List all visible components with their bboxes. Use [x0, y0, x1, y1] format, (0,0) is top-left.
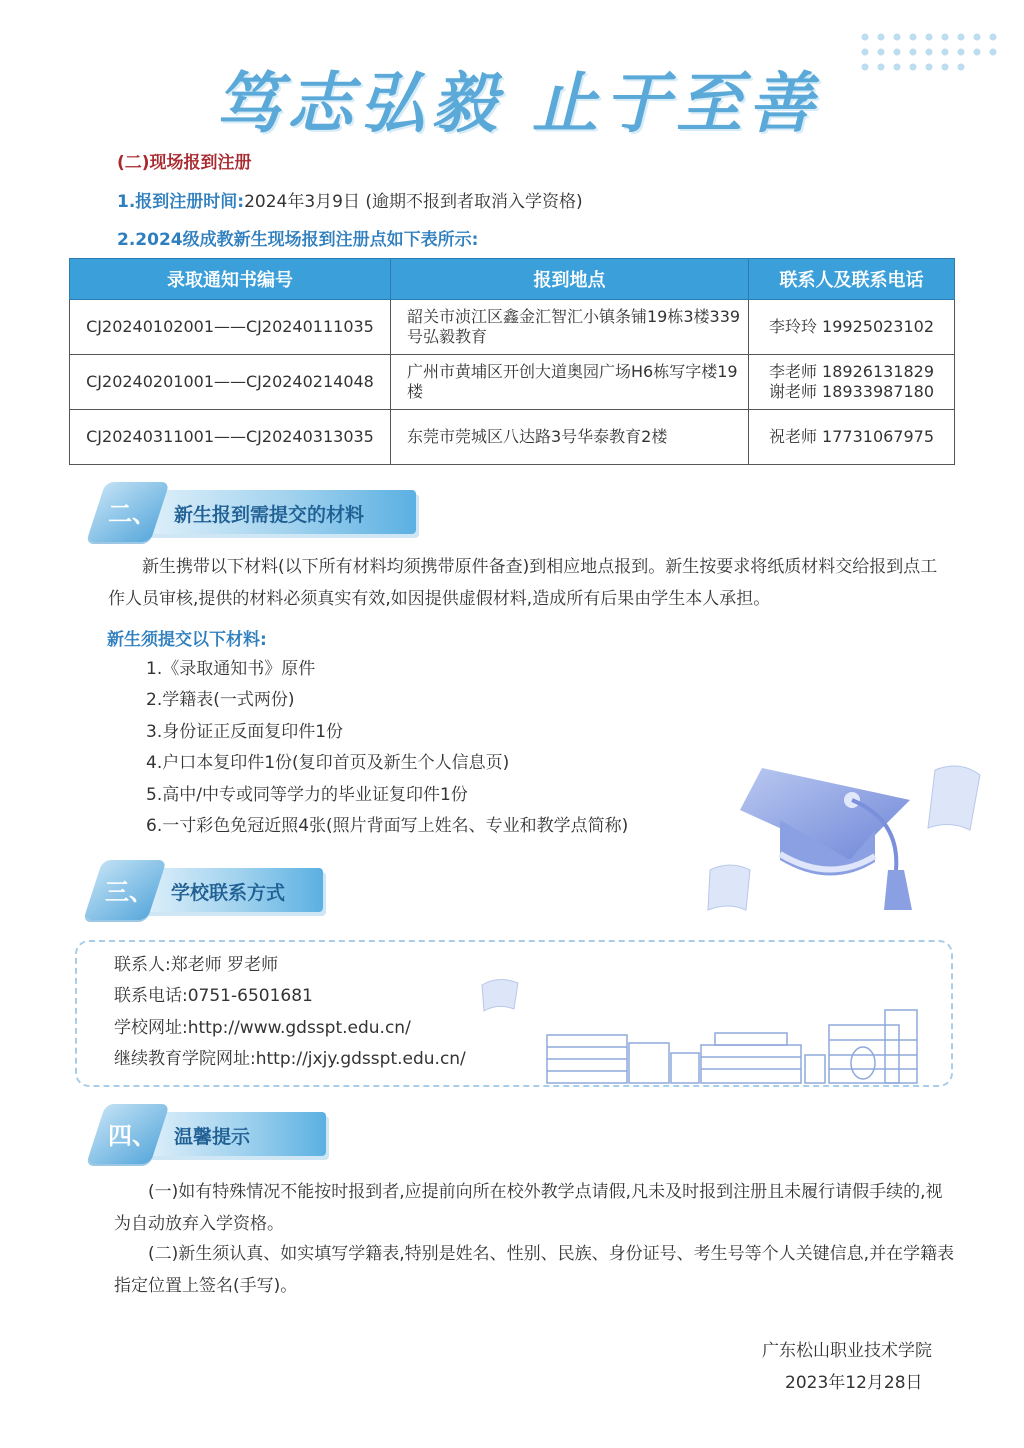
cell-contact: [749, 410, 955, 465]
onsite-registration-heading: (二)现场报到注册: [117, 153, 252, 173]
signature-organization: 广东松山职业技术学院: [762, 1341, 932, 1361]
cell-code: CJ20240311001——CJ20240313035: [70, 410, 391, 465]
scroll-icon: [478, 975, 526, 1017]
registration-time-value: 2024年3月9日 (逾期不报到者取消入学资格): [244, 192, 583, 212]
cell-contact: [749, 300, 955, 355]
cell-place: 韶关市浈江区鑫金汇智汇小镇条铺19栋3楼339号弘毅教育: [391, 300, 749, 355]
section-number: 二、: [108, 500, 156, 528]
registration-time-label: 1.报到注册时间:: [117, 192, 245, 212]
school-website-link[interactable]: 学校网址:http://www.gdsspt.edu.cn/: [114, 1017, 411, 1038]
table-row: [70, 410, 955, 465]
section-banner-tips: [96, 1104, 326, 1152]
graduation-cap-icon: [700, 750, 1010, 925]
list-item: 1.《录取通知书》原件: [146, 659, 316, 679]
contact-list: [114, 950, 466, 1076]
registration-time: [117, 187, 583, 212]
section-number: 四、: [108, 1122, 156, 1150]
cell-code: CJ20240102001——CJ20240111035: [70, 300, 391, 355]
contact-line: 李老师 18926131829: [768, 362, 935, 381]
cell-place: 广州市黄埔区开创大道奥园广场H6栋写字楼19楼: [391, 355, 749, 410]
list-item: 5.高中/中专或同等学力的毕业证复印件1份: [146, 784, 468, 805]
contact-person: 联系人:郑老师 罗老师: [114, 955, 279, 975]
registration-points-heading: 2.2024级成教新生现场报到注册点如下表所示:: [117, 230, 479, 250]
cell-place: 东莞市莞城区八达路3号华泰教育2楼: [391, 410, 749, 465]
cell-contact: [749, 355, 955, 410]
section-number: 三、: [105, 878, 153, 906]
section-title: 学校联系方式: [171, 882, 286, 904]
column-header-code: 录取通知书编号: [70, 259, 391, 300]
table-row: [70, 355, 955, 410]
section-banner-materials: [96, 482, 416, 530]
section-title: 温馨提示: [174, 1126, 251, 1148]
section-banner-contact: [93, 860, 323, 908]
materials-subtitle: 新生须提交以下材料:: [107, 630, 267, 650]
contact-line: 李玲玲 19925023102: [768, 317, 935, 336]
contact-phone: 联系电话:0751-6501681: [114, 986, 313, 1007]
contact-line: 谢老师 18933987180: [768, 382, 935, 401]
decorative-dots-icon: [860, 32, 1000, 72]
materials-intro: 新生携带以下材料(以下所有材料均须携带原件备查)到相应地点报到。新生按要求将纸质材料交给报到点工作人员审核,提供的材料必须真实有效,如因提供虚假材料,造成所有后果由学生本人承担。: [108, 557, 938, 609]
signature-date: 2023年12月28日: [785, 1373, 923, 1393]
column-header-place: 报到地点: [391, 259, 749, 300]
motto-title: 笃志弘毅 止于至善: [215, 64, 820, 142]
table-row: [70, 300, 955, 355]
column-header-contact: 联系人及联系电话: [749, 259, 955, 300]
list-item: 3.身份证正反面复印件1份: [146, 721, 344, 742]
section-title: 新生报到需提交的材料: [174, 504, 365, 526]
contact-line: 祝老师 17731067975: [768, 427, 935, 446]
cell-code: CJ20240201001——CJ20240214048: [70, 355, 391, 410]
registration-table: [69, 258, 955, 465]
continuing-education-website-link[interactable]: 继续教育学院网址:http://jxjy.gdsspt.edu.cn/: [114, 1049, 466, 1070]
list-item: 2.学籍表(一式两份): [146, 690, 295, 711]
list-item: 4.户口本复印件1份(复印首页及新生个人信息页): [146, 753, 510, 774]
list-item: 6.一寸彩色免冠近照4张(照片背面写上姓名、专业和教学点简称): [146, 816, 629, 837]
tip-paragraph-1: (一)如有特殊情况不能按时报到者,应提前向所在校外教学点请假,凡未及时报到注册且未履行请假手续的,视为自动放弃入学资格。: [114, 1182, 943, 1234]
tip-paragraph-2: (二)新生须认真、如实填写学籍表,特别是姓名、性别、民族、身份证号、考生号等个人关键信息,并在学籍表指定位置上签名(手写)。: [114, 1244, 955, 1296]
table-header-row: [70, 259, 955, 300]
campus-buildings-icon: [545, 1005, 945, 1085]
materials-list: [146, 654, 628, 842]
